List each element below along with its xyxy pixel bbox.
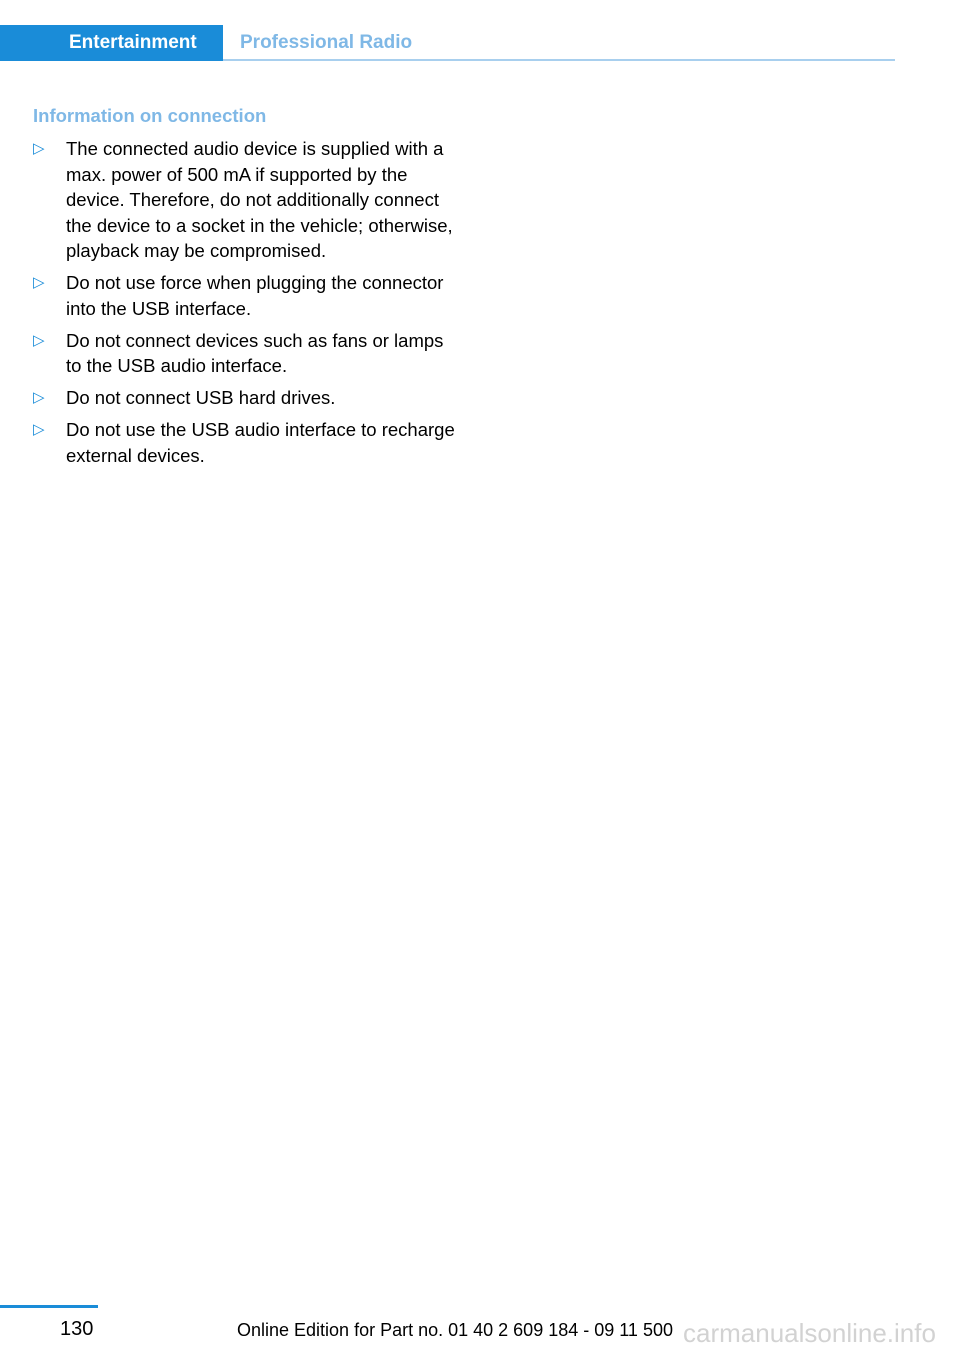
list-item-text: Do not use force when plugging the connector into the USB interface. xyxy=(66,272,444,319)
list-item-text: Do not use the USB audio interface to recharge external devices. xyxy=(66,419,455,466)
header-subsection-label: Professional Radio xyxy=(240,32,413,53)
triangle-bullet-icon: ▷ xyxy=(33,389,45,406)
page-number: 130 xyxy=(60,1318,94,1340)
section-heading: Information on connection xyxy=(33,105,267,126)
triangle-bullet-icon: ▷ xyxy=(33,274,45,291)
page-header xyxy=(0,25,895,61)
list-item-text: The connected audio device is supplied with a max. power of 500 mA if supported by the device. Therefore, do not additionally connect the device to a socket in the vehicle; otherwise, playback may be compromised. xyxy=(66,138,453,261)
list-item-text: Do not connect devices such as fans or lamps to the USB audio interface. xyxy=(66,329,444,376)
list-item xyxy=(33,417,458,468)
header-section-label: Entertainment xyxy=(69,32,197,53)
edition-note: Online Edition for Part no. 01 40 2 609 184 - 09 11 500 xyxy=(237,1320,673,1340)
list-item xyxy=(33,136,458,264)
triangle-bullet-icon: ▷ xyxy=(33,140,45,157)
list-item xyxy=(33,270,458,321)
list-item xyxy=(33,385,458,411)
list-item xyxy=(33,328,458,379)
header-section-tab xyxy=(0,25,223,61)
bullet-list xyxy=(33,136,458,475)
list-item-text: Do not connect USB hard drives. xyxy=(66,387,336,408)
triangle-bullet-icon: ▷ xyxy=(33,331,45,349)
footer-divider xyxy=(0,1305,98,1308)
watermark: carmanualsonline.info xyxy=(683,1318,936,1348)
header-divider xyxy=(223,59,895,61)
triangle-bullet-icon: ▷ xyxy=(33,421,45,438)
